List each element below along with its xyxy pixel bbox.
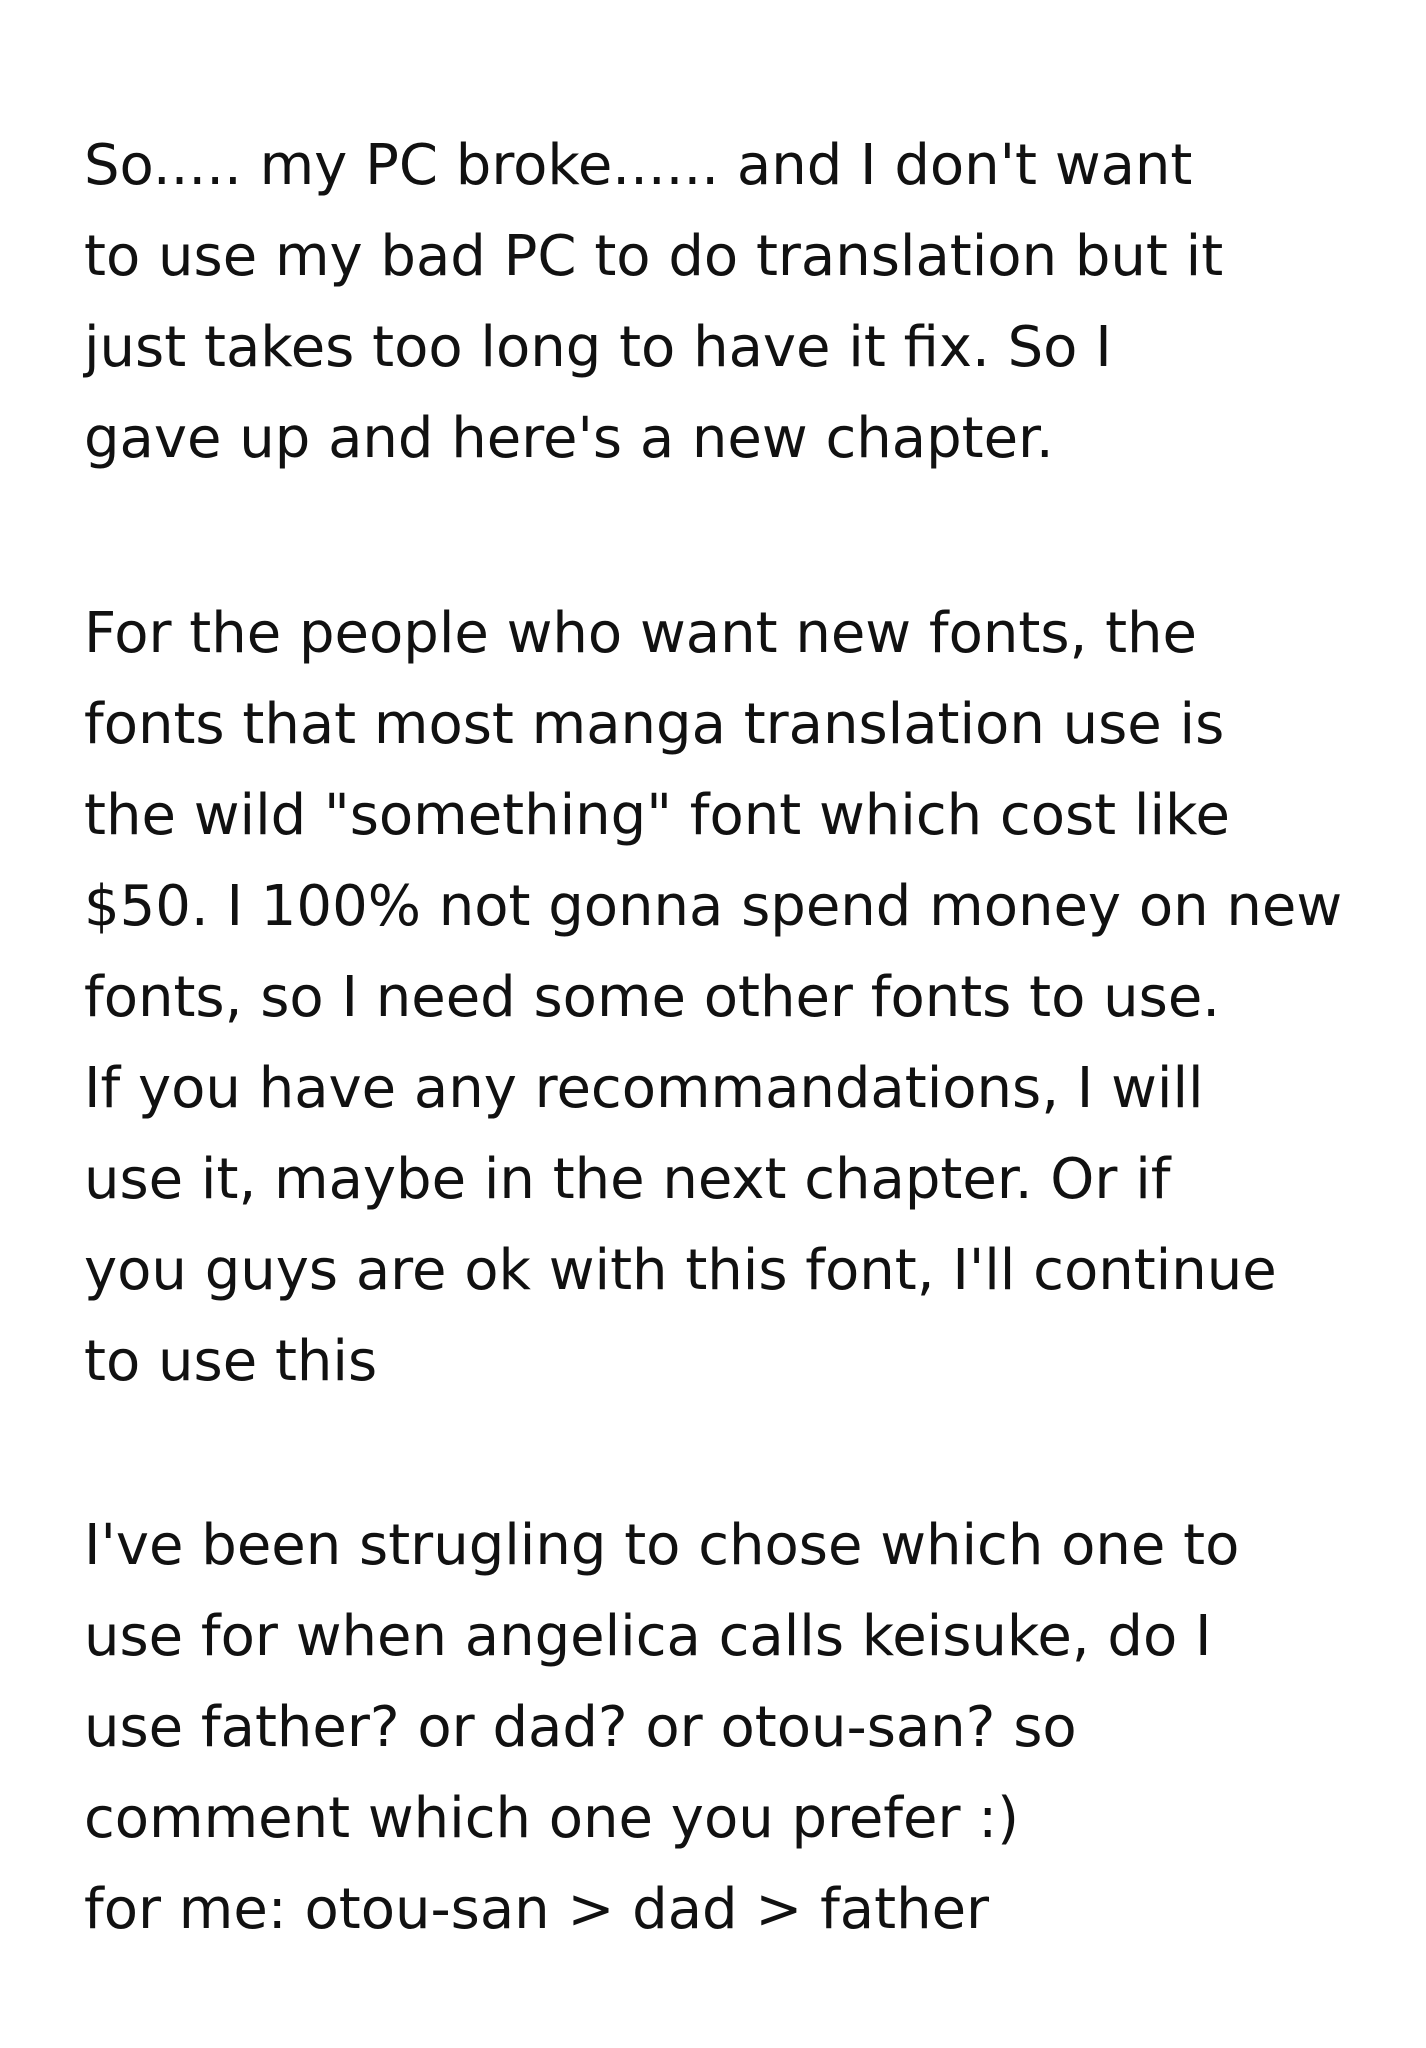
text-line: fonts that most manga translation use is xyxy=(84,692,1225,757)
text-line: just takes too long to have it fix. So I xyxy=(84,315,1112,380)
text-line: So..... my PC broke...... and I don't want xyxy=(84,133,1193,198)
text-line: use father? or dad? or otou-san? so xyxy=(84,1695,1077,1760)
paragraph-honorifics xyxy=(84,1500,1404,1955)
text-line: the wild "something" font which cost like xyxy=(84,783,1230,848)
text-line: gave up and here's a new chapter. xyxy=(84,406,1054,471)
text-line: I've been strugling to chose which one to xyxy=(84,1513,1240,1578)
text-line: to use my bad PC to do translation but it xyxy=(84,224,1224,289)
text-line: fonts, so I need some other fonts to use. xyxy=(84,965,1221,1030)
text-line: use for when angelica calls keisuke, do I xyxy=(84,1604,1212,1669)
text-line: If you have any recommandations, I will xyxy=(84,1056,1204,1121)
text-line: $50. I 100% not gonna spend money on new xyxy=(84,874,1343,939)
text-line: use it, maybe in the next chapter. Or if xyxy=(84,1147,1171,1212)
text-line: for me: otou-san > dad > father xyxy=(84,1877,990,1942)
text-line: For the people who want new fonts, the xyxy=(84,601,1197,666)
paragraph-pc-broke xyxy=(84,120,1404,484)
text-line: comment which one you prefer :) xyxy=(84,1786,1019,1851)
paragraph-fonts xyxy=(84,588,1404,1407)
text-line: you guys are ok with this font, I'll continue xyxy=(84,1238,1277,1303)
text-line: to use this xyxy=(84,1329,378,1394)
